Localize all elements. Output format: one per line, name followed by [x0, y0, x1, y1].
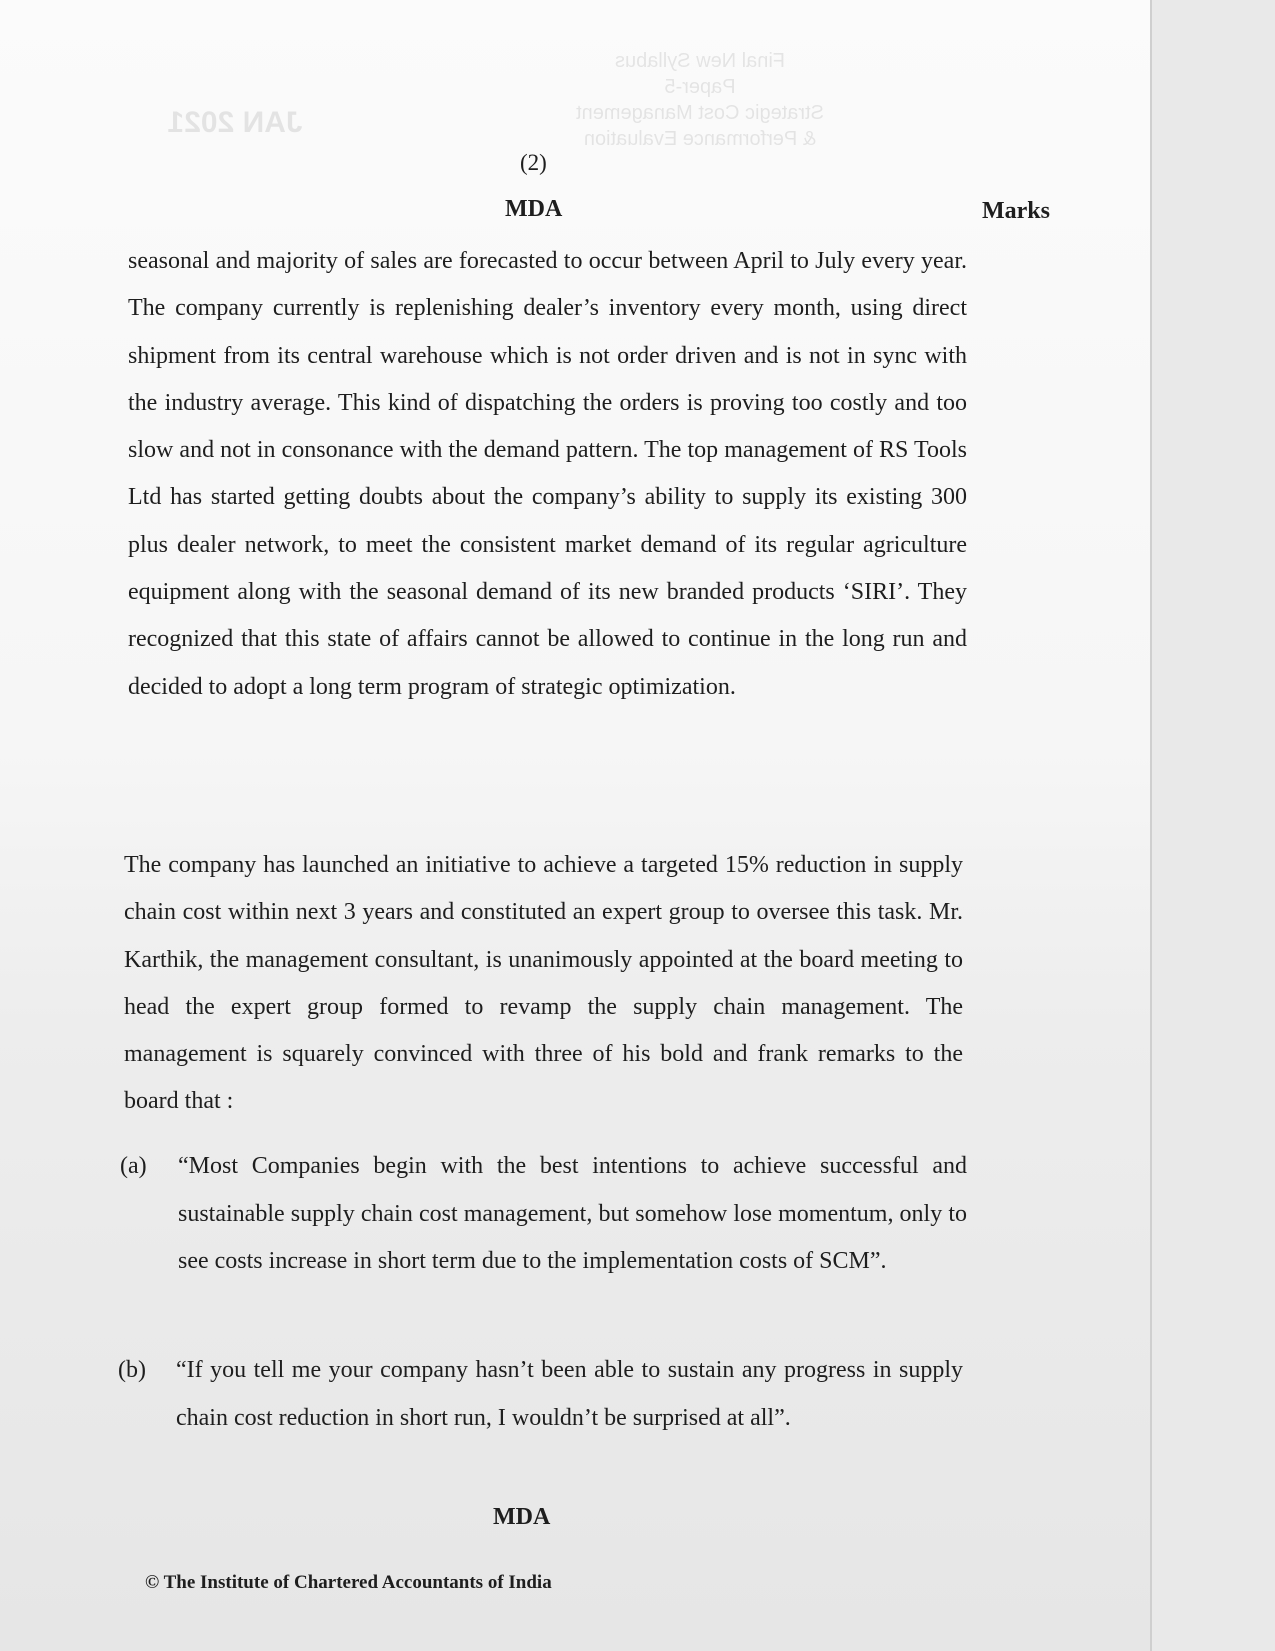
case-paragraph-2: The company has launched an initiative to achieve a targeted 15% reduction in supply chain cost within next 3 years and constituted an expert group to oversee this task. Mr. Karthik, the management consultant, is unanimously appointed at the board meeting to head the expert group formed to revamp the supply chain management. The management is squarely convinced with three of his bold and frank remarks to the board that :: [124, 852, 963, 1115]
page-number: (2): [520, 150, 547, 175]
remark-text-b: “If you tell me your company hasn’t been able to sustain any progress in supply chain cost reduction in short run, I wouldn’t be surprised at all”.: [176, 1357, 963, 1431]
remark-label-b: (b): [118, 1357, 146, 1383]
remark-text-a: “Most Companies begin with the best intentions to achieve successful and sustainable supply chain cost management, but somehow lose momentum, only to see costs increase in short term due to the implementation costs of SCM”.: [178, 1153, 967, 1274]
remark-label-a: (a): [120, 1153, 147, 1179]
bleed-through-stamp: JAN 2021: [167, 106, 303, 139]
paper-code-header: MDA: [505, 196, 563, 222]
case-paragraph-1: seasonal and majority of sales are forecasted to occur between April to July every year. The company currently is replenishing dealer’s inventory every month, using direct shipment from its central warehouse which is not order driven and is not in sync with the industry average. This kind of dispatching the orders is proving too costly and too slow and not in consonance with the demand pattern. The top management of RS Tools Ltd has started getting doubts about the company’s ability to supply its existing 300 plus dealer network, to meet the consistent market demand of its regular agriculture equipment along with the seasonal demand of its new branded products ‘SIRI’. They recognized that this state of affairs cannot be allowed to continue in the long run and decided to adopt a long term program of strategic optimization.: [128, 248, 967, 700]
copyright-notice: © The Institute of Chartered Accountants of India: [145, 1572, 552, 1593]
paper-code-footer: MDA: [493, 1504, 551, 1530]
bleed-through-text: Final New Syllabus Paper-5 Strategic Cost Management & Performance Evaluation: [576, 50, 824, 150]
marks-column-label: Marks: [982, 198, 1050, 224]
